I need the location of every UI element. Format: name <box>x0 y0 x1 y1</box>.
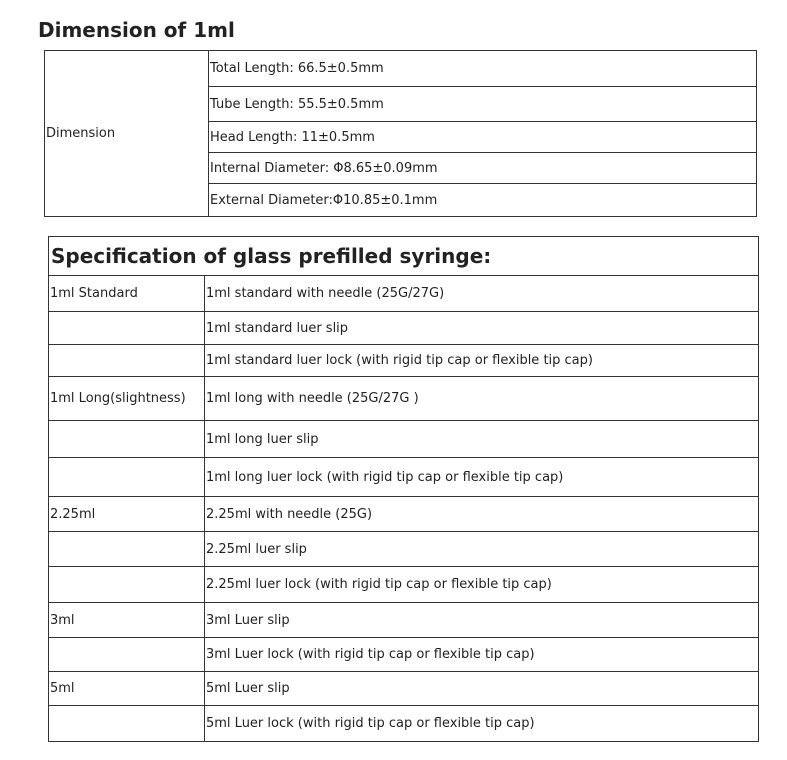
spec-category <box>49 706 205 742</box>
dimension-row <box>45 51 757 87</box>
dimension-title: Dimension of 1ml <box>38 18 235 42</box>
table-row <box>49 421 759 458</box>
spec-category <box>49 421 205 458</box>
table-row <box>49 312 759 345</box>
spec-item: 3ml Luer slip <box>205 603 759 638</box>
spec-item: 5ml Luer slip <box>205 672 759 706</box>
spec-item: 3ml Luer lock (with rigid tip cap or flexible tip cap) <box>205 638 759 672</box>
spec-item: 1ml long with needle (25G/27G ) <box>205 377 759 421</box>
table-row <box>49 377 759 421</box>
spec-category: 5ml <box>49 672 205 706</box>
spec-category: 2.25ml <box>49 497 205 532</box>
spec-category <box>49 638 205 672</box>
specification-title-row <box>49 237 759 276</box>
table-row <box>49 276 759 312</box>
table-row <box>49 638 759 672</box>
dimension-label: Dimension <box>45 51 209 217</box>
dimension-value: Total Length: 66.5±0.5mm <box>209 51 757 87</box>
table-row <box>49 345 759 377</box>
table-row <box>49 672 759 706</box>
spec-category: 1ml Long(slightness) <box>49 377 205 421</box>
spec-category <box>49 567 205 603</box>
dimension-value: External Diameter:Φ10.85±0.1mm <box>209 184 757 217</box>
spec-item: 1ml long luer slip <box>205 421 759 458</box>
spec-item: 1ml long luer lock (with rigid tip cap or flexible tip cap) <box>205 458 759 497</box>
spec-item: 2.25ml with needle (25G) <box>205 497 759 532</box>
spec-category: 1ml Standard <box>49 276 205 312</box>
spec-item: 1ml standard with needle (25G/27G) <box>205 276 759 312</box>
spec-item: 2.25ml luer lock (with rigid tip cap or flexible tip cap) <box>205 567 759 603</box>
table-row <box>49 603 759 638</box>
table-row <box>49 532 759 567</box>
table-row <box>49 497 759 532</box>
spec-category <box>49 458 205 497</box>
specification-table <box>48 236 759 742</box>
spec-item: 2.25ml luer slip <box>205 532 759 567</box>
spec-item: 5ml Luer lock (with rigid tip cap or flexible tip cap) <box>205 706 759 742</box>
table-row <box>49 567 759 603</box>
dimension-table <box>44 50 757 217</box>
dimension-value: Head Length: 11±0.5mm <box>209 122 757 153</box>
spec-item: 1ml standard luer lock (with rigid tip cap or flexible tip cap) <box>205 345 759 377</box>
dimension-value: Tube Length: 55.5±0.5mm <box>209 87 757 122</box>
spec-category <box>49 345 205 377</box>
table-row <box>49 458 759 497</box>
spec-item: 1ml standard luer slip <box>205 312 759 345</box>
dimension-value: Internal Diameter: Φ8.65±0.09mm <box>209 153 757 184</box>
specification-title: Specification of glass prefilled syringe: <box>49 237 759 276</box>
spec-category <box>49 532 205 567</box>
spec-category: 3ml <box>49 603 205 638</box>
spec-category <box>49 312 205 345</box>
table-row <box>49 706 759 742</box>
